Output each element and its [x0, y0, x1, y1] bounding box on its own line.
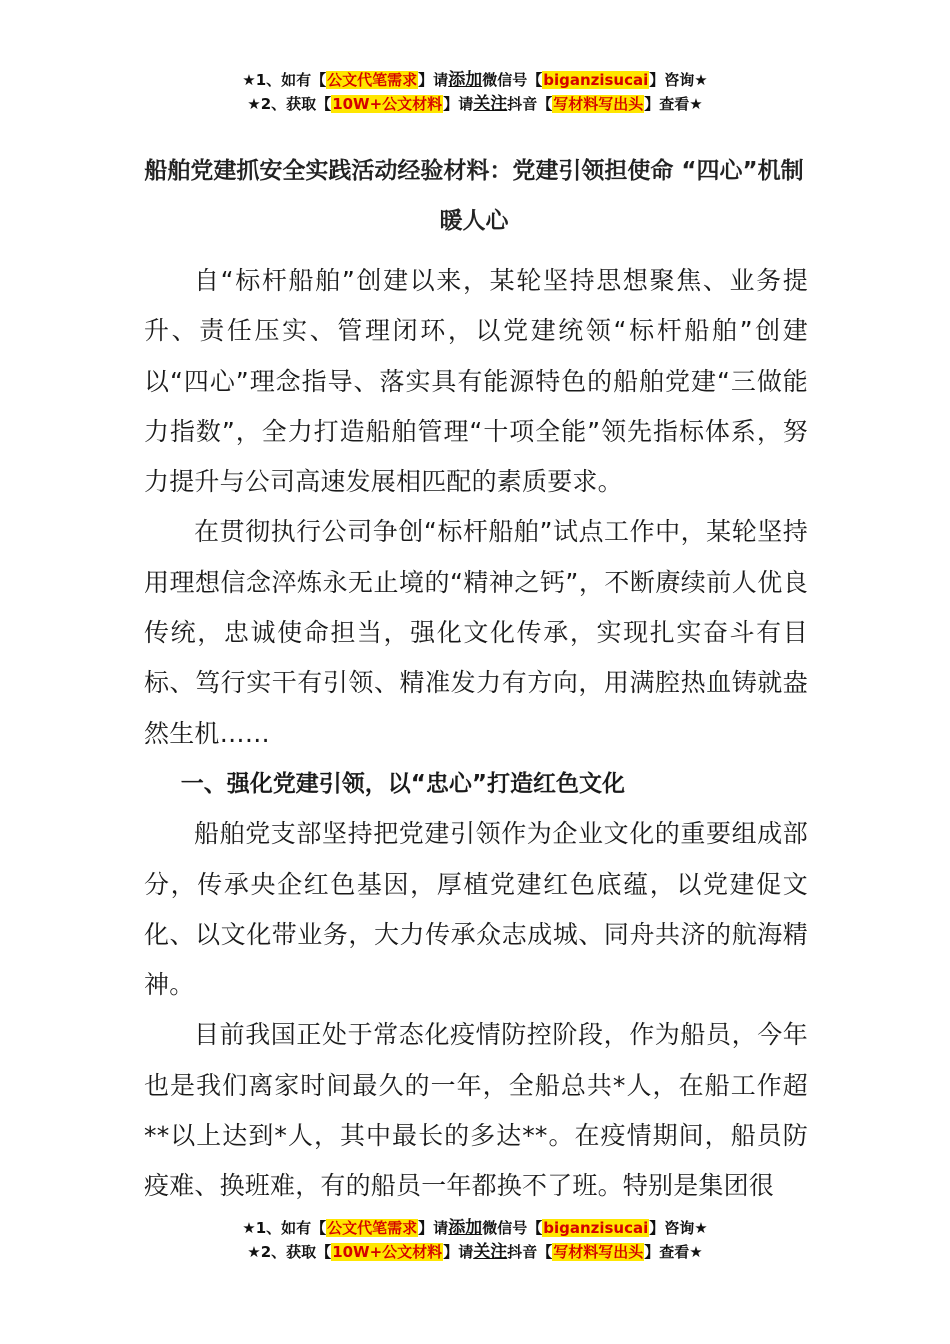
promo-line-1: [0, 1216, 950, 1240]
body-paragraph: 船舶党支部坚持把党建引领作为企业文化的重要组成部分，传承央企红色基因，厚植党建红色底蕴，以党建促文化、以文化带业务，大力传承众志成城、同舟共济的航海精神。: [144, 819, 808, 1000]
section-heading: 一、强化党建引领，以“忠心”打造红色文化: [180, 770, 626, 797]
promo-wechat-id: biganzisucai: [543, 71, 649, 89]
promo-text: 抖音【: [507, 95, 553, 113]
promo-text: ★1、如有【: [242, 71, 327, 89]
promo-emphasis: 添加: [448, 1218, 483, 1238]
header-promo-banner: [0, 68, 950, 116]
promo-line-1: [0, 68, 950, 92]
promo-highlight: 公文代笔需求: [327, 71, 418, 89]
promo-highlight: 公文代笔需求: [327, 1219, 418, 1237]
promo-emphasis: 添加: [448, 70, 483, 90]
promo-text: 】请: [443, 1243, 474, 1261]
promo-text: 微信号【: [482, 1219, 543, 1237]
body-paragraph: 自“标杆船舶”创建以来，某轮坚持思想聚焦、业务提升、责任压实、管理闭环，以党建统领“标杆船舶”创建以“四心”理念指导、落实具有能源特色的船舶党建“三做能力指数”，全力打造船舶管理“十项全能”领先指标体系，努力提升与公司高速发展相匹配的素质要求。: [144, 266, 808, 497]
promo-douyin-id: 写材料写出头: [553, 95, 644, 113]
footer-promo-banner: [0, 1216, 950, 1264]
promo-text: 微信号【: [482, 71, 543, 89]
promo-highlight: 10W+公文材料: [332, 95, 443, 113]
promo-emphasis: 关注: [473, 94, 508, 114]
body-paragraph: 在贯彻执行公司争创“标杆船舶”试点工作中，某轮坚持用理想信念淬炼永无止境的“精神之钙”，不断赓续前人优良传统，忠诚使命担当，强化文化传承，实现扎实奋斗有目标、笃行实干有引领、精准发力有方向，用满腔热血铸就盎然生机……: [144, 517, 808, 748]
promo-line-2: [0, 1240, 950, 1264]
document-body: [144, 256, 808, 1212]
promo-text: 】查看★: [644, 1243, 703, 1261]
body-paragraph: 目前我国正处于常态化疫情防控阶段，作为船员，今年也是我们离家时间最久的一年，全船总共*人，在船工作超**以上达到*人，其中最长的多达**。在疫情期间，船员防疫难、换班难，有的船员一年都换不了班。特别是集团很: [144, 1020, 808, 1201]
promo-line-2: [0, 92, 950, 116]
promo-text: 】查看★: [644, 95, 703, 113]
promo-text: 】咨询★: [649, 1219, 708, 1237]
promo-text: ★2、获取【: [247, 95, 332, 113]
promo-text: 】咨询★: [649, 71, 708, 89]
promo-text: 】请: [443, 95, 474, 113]
promo-text: ★2、获取【: [247, 1243, 332, 1261]
document-title: 船舶党建抓安全实践活动经验材料：党建引领担使命 “四心”机制暖人心: [144, 158, 804, 234]
promo-wechat-id: biganzisucai: [543, 1219, 649, 1237]
promo-highlight: 10W+公文材料: [332, 1243, 443, 1261]
promo-text: ★1、如有【: [242, 1219, 327, 1237]
promo-emphasis: 关注: [473, 1242, 508, 1262]
promo-text: 】请: [418, 1219, 449, 1237]
promo-text: 】请: [418, 71, 449, 89]
promo-douyin-id: 写材料写出头: [553, 1243, 644, 1261]
promo-text: 抖音【: [507, 1243, 553, 1261]
